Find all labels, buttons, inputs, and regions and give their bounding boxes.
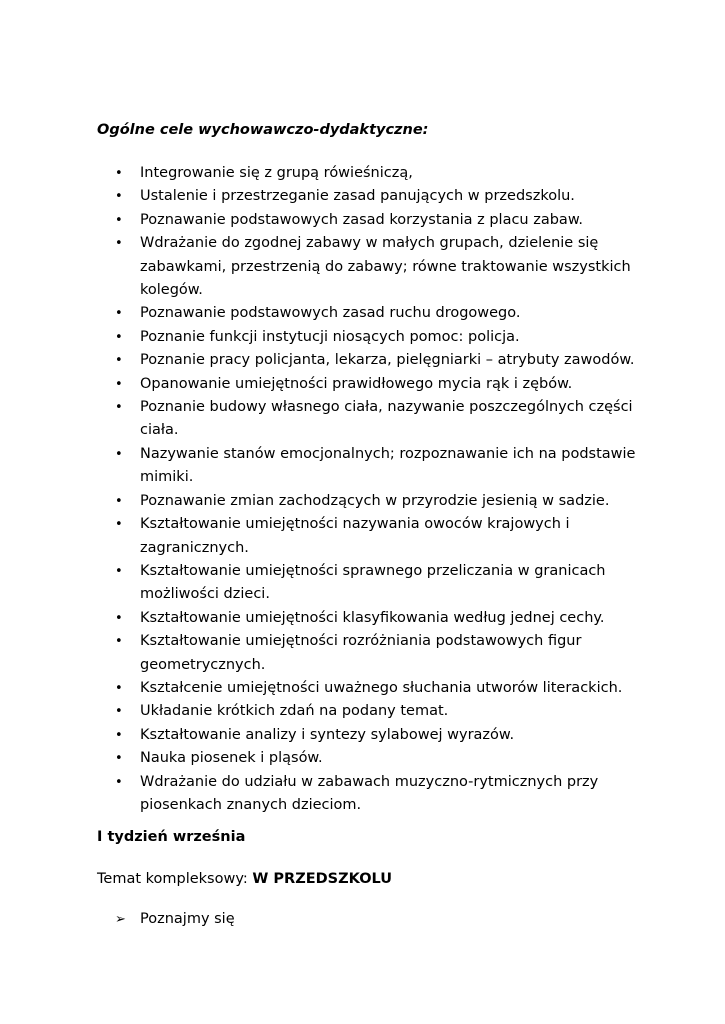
- goal-text: Kształcenie umiejętności uważnego słuchania utworów literackich.: [140, 679, 623, 696]
- goal-item: [0, 302, 725, 325]
- subtopic-item: [115, 911, 235, 927]
- goal-text: Kształtowanie analizy i syntezy sylabowej wyrazów.: [140, 726, 515, 743]
- goal-text: Poznanie funkcji instytucji niosących pomoc: policja.: [140, 328, 520, 345]
- goals-list: [0, 162, 725, 817]
- bullet-icon: •: [115, 329, 123, 345]
- goal-item: [0, 490, 725, 513]
- topic-label: Temat kompleksowy:: [97, 871, 253, 887]
- bullet-icon: •: [115, 189, 123, 205]
- bullet-icon: •: [115, 774, 123, 790]
- goal-text: Integrowanie się z grupą rówieśniczą,: [140, 165, 413, 181]
- bullet-icon: •: [115, 704, 123, 720]
- section-heading: Ogólne cele wychowawczo-dydaktyczne:: [97, 122, 429, 138]
- goal-item: [0, 209, 725, 232]
- goal-text: Poznawanie podstawowych zasad ruchu drogowego.: [140, 305, 521, 322]
- goal-item: [0, 724, 725, 747]
- goal-text: Ustalenie i przestrzeganie zasad panujących w przedszkolu.: [140, 188, 575, 205]
- goal-item: [0, 326, 725, 349]
- goal-text: Nauka piosenek i pląsów.: [140, 750, 323, 767]
- bullet-icon: •: [115, 376, 123, 392]
- goal-text: Układanie krótkich zdań na podany temat.: [140, 703, 449, 720]
- goal-text: Opanowanie umiejętności prawidłowego mycia rąk i zębów.: [140, 375, 573, 392]
- bullet-icon: •: [115, 634, 123, 650]
- goal-item: [0, 232, 725, 302]
- bullet-icon: •: [115, 446, 123, 462]
- goal-text: Poznanie budowy własnego ciała, nazywanie poszczególnych części ciała.: [140, 399, 633, 439]
- bullet-icon: •: [115, 680, 123, 696]
- subtopic-label: Poznajmy się: [140, 911, 235, 927]
- goal-item: [0, 677, 725, 700]
- bullet-icon: •: [115, 306, 123, 322]
- bullet-icon: •: [115, 166, 123, 181]
- bullet-icon: •: [115, 563, 123, 579]
- goal-item: [0, 700, 725, 723]
- bullet-icon: •: [115, 610, 123, 626]
- goal-item: [0, 162, 725, 185]
- goal-text: Wdrażanie do zgodnej zabawy w małych grupach, dzielenie się zabawkami, przestrzenią do zabawy; równe traktowanie wszystkich kolegów.: [140, 235, 631, 299]
- goal-item: [0, 443, 725, 490]
- week-title: I tydzień września: [97, 829, 246, 845]
- goal-text: Kształtowanie umiejętności sprawnego przeliczania w granicach możliwości dzieci.: [140, 562, 606, 603]
- bullet-icon: •: [115, 727, 123, 743]
- goal-text: Kształtowanie umiejętności rozróżniania podstawowych figur geometrycznych.: [140, 633, 582, 673]
- goal-item: [0, 747, 725, 770]
- goal-item: [0, 396, 725, 443]
- bullet-icon: •: [115, 353, 123, 369]
- goal-item: [0, 373, 725, 396]
- goal-text: Kształtowanie umiejętności klasyfikowania według jednej cechy.: [140, 609, 605, 626]
- goal-item: [0, 185, 725, 208]
- bullet-icon: •: [115, 751, 123, 767]
- goal-text: Poznawanie zmian zachodzących w przyrodzie jesienią w sadzie.: [140, 492, 610, 509]
- goal-item: [0, 349, 725, 372]
- bullet-icon: •: [115, 517, 123, 533]
- bullet-icon: •: [115, 493, 123, 509]
- goal-item: [0, 513, 725, 560]
- goal-item: [0, 560, 725, 607]
- topic-value: W PRZEDSZKOLU: [252, 871, 393, 887]
- arrow-bullet-icon: ➢: [115, 912, 126, 927]
- goal-item: [0, 607, 725, 630]
- goal-text: Nazywanie stanów emocjonalnych; rozpoznawanie ich na podstawie mimiki.: [140, 445, 636, 486]
- bullet-icon: •: [115, 400, 123, 416]
- goal-text: Poznawanie podstawowych zasad korzystania z placu zabaw.: [140, 211, 583, 228]
- topic-line: [97, 871, 392, 887]
- goal-item: [0, 630, 725, 677]
- goal-text: Wdrażanie do udziału w zabawach muzyczno-rytmicznych przy piosenkach znanych dzieciom.: [140, 773, 599, 813]
- goal-text: Poznanie pracy policjanta, lekarza, pielęgniarki – atrybuty zawodów.: [140, 352, 635, 369]
- goal-text: Kształtowanie umiejętności nazywania owoców krajowych i zagranicznych.: [140, 516, 570, 556]
- bullet-icon: •: [115, 212, 123, 228]
- bullet-icon: •: [115, 236, 123, 252]
- goal-item: [0, 771, 725, 818]
